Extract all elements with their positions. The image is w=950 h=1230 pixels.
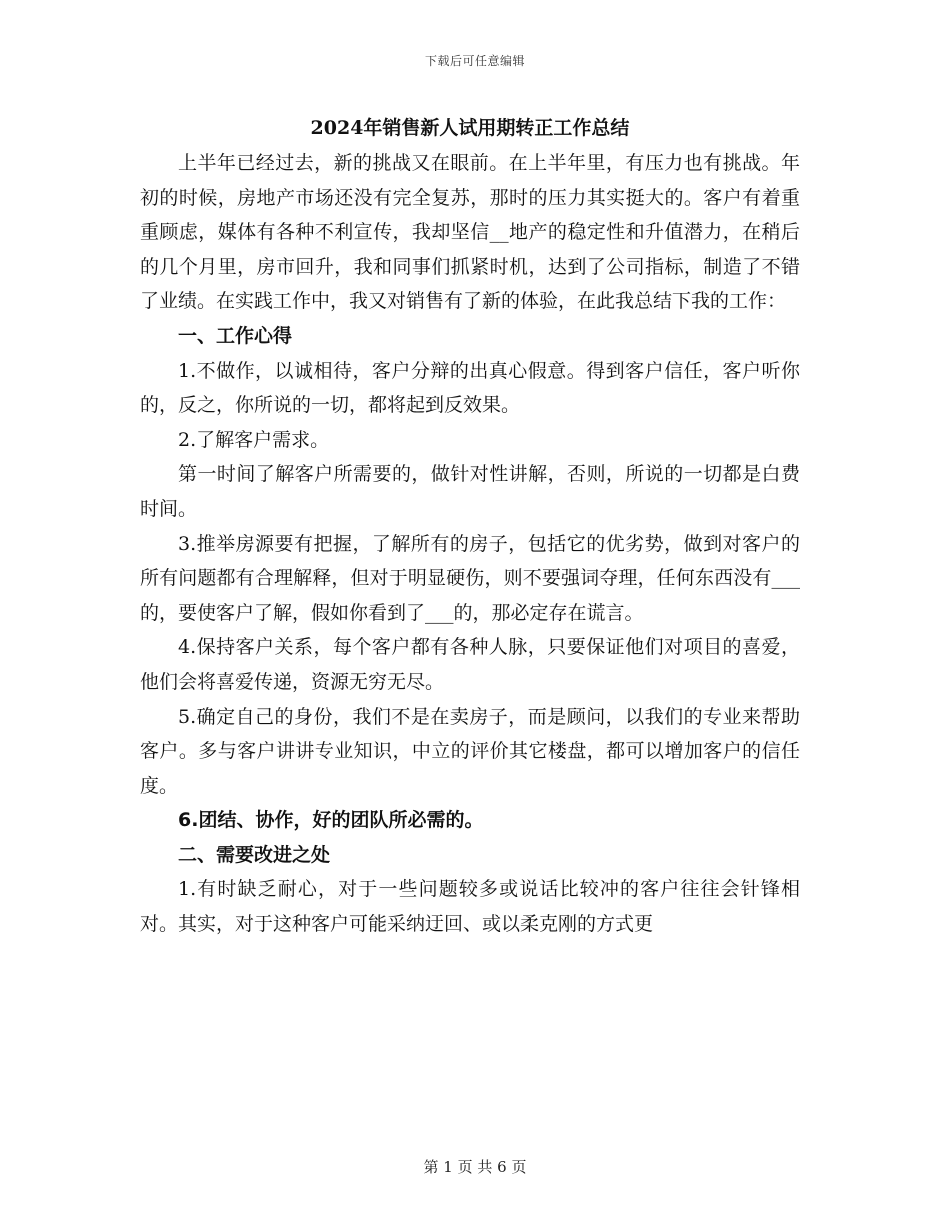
section-heading-work-insights: 一、工作心得 [178,324,293,347]
insight-item-3: 3.推举房源要有把握，了解所有的房子，包括它的优劣势，做到对客户的所有问题都有合理解释，但对于明显硬伤，则不要强词夺理，任何东西没有___的，要使客户了解，假如你看到了___的，那必定存在谎言。 [140,532,800,624]
insight-item-4: 4.保持客户关系，每个客户都有各种人脉，只要保证他们对项目的喜爱，他们会将喜爱传递，资源无穷无尽。 [140,636,800,693]
insight-item-1: 1.不做作，以诚相待，客户分辩的出真心假意。得到客户信任，客户听你的，反之，你所说的一切，都将起到反效果。 [140,359,800,417]
page-indicator: 第 1 页 共 6 页 [423,1158,527,1176]
intro-paragraph: 上半年已经过去，新的挑战又在眼前。在上半年里，有压力也有挑战。年初的时候，房地产市场还没有完全复苏，那时的压力其实挺大的。客户有着重重顾虑，媒体有各种不利宣传，我却坚信__地产的稳定性和升值潜力，在稍后的几个月里，房市回升，我和同事们抓紧时机，达到了公司指标，制造了不错了业绩。在实践工作中，我又对销售有了新的体验，在此我总结下我的工作： [140,152,800,313]
header-note: 下载后可任意编辑 [424,54,525,68]
improvement-item-1: 1.有时缺乏耐心，对于一些问题较多或说话比较冲的客户往往会针锋相对。其实，对于这种客户可能采纳迂回、或以柔克刚的方式更 [140,878,800,936]
insight-item-5: 5.确定自己的身份，我们不是在卖房子，而是顾问，以我们的专业来帮助客户。多与客户讲讲专业知识，中立的评价其它楼盘，都可以增加客户的信任度。 [140,705,800,797]
insight-item-2: 2.了解客户需求。 [178,428,330,451]
section-heading-improvements: 二、需要改进之处 [178,843,331,866]
document-title: 2024年销售新人试用期转正工作总结 [310,117,630,139]
insight-item-6: 6.团结、协作，好的团队所必需的。 [178,809,484,832]
document-body [140,110,800,942]
insight-item-2-detail: 第一时间了解客户所需要的，做针对性讲解，否则，所说的一切都是白费时间。 [140,463,800,520]
